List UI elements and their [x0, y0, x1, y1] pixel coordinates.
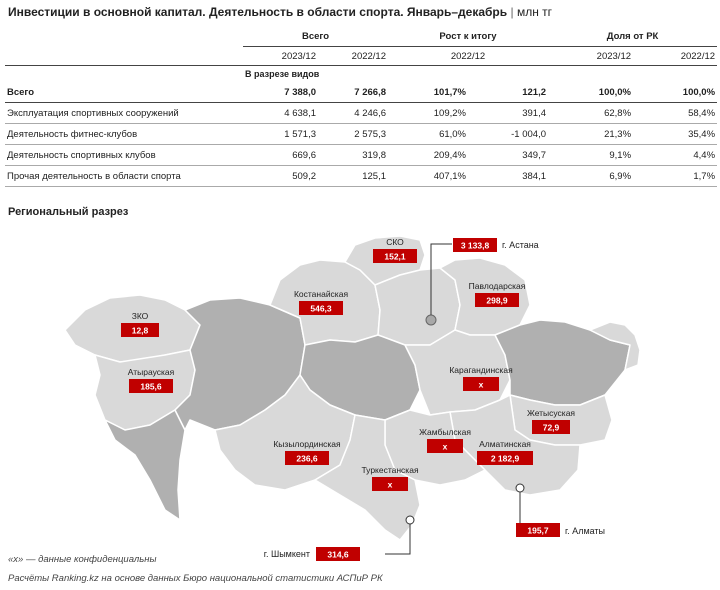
header-total: Всего: [243, 26, 388, 47]
row-name: Эксплуатация спортивных сооружений: [5, 103, 243, 124]
row-growth-abs: 391,4: [468, 103, 548, 124]
page-title: [8, 5, 552, 19]
header-growth: Рост к итогу: [388, 26, 548, 47]
sub-header-share-2023: 2023/12: [548, 47, 633, 66]
sub-header-total-2023: 2023/12: [243, 47, 318, 66]
total-growth-pct: 101,7%: [388, 82, 468, 103]
region-value-label: 2 182,9: [490, 453, 520, 464]
region-name-label: Павлодарская: [468, 281, 526, 291]
regional-section-title: Региональный разрез: [8, 206, 129, 218]
row-share2022: 58,4%: [633, 103, 717, 124]
confidential-note: «x» — данные конфиденциальны: [8, 554, 157, 565]
row-name: Прочая деятельность в области спорта: [5, 166, 243, 187]
region-value-label: 546,3: [310, 303, 332, 314]
region-name-label: Туркестанская: [361, 465, 419, 475]
sub-header-growth-2022: 2022/12: [388, 47, 548, 66]
title-unit: млн тг: [516, 5, 553, 19]
region-name-label: ЗКО: [131, 311, 149, 321]
source-note: Расчёты Ranking.kz на основе данных Бюро национальной статистики АСПиР РК: [8, 573, 383, 584]
header-share: Доля от РК: [548, 26, 717, 47]
region-value-label: 152,1: [384, 251, 406, 262]
region-name-label: СКО: [386, 237, 404, 247]
section-label: В разрезе видов: [245, 69, 320, 79]
row-growth-pct: 209,4%: [388, 145, 468, 166]
row-growth-abs: -1 004,0: [468, 124, 548, 145]
investment-table: [5, 26, 717, 187]
table-row: [5, 124, 717, 145]
total-v2022: 7 266,8: [318, 82, 388, 103]
region-shape-akmola: [375, 268, 460, 345]
region-value-label: x: [387, 479, 393, 490]
region-name-label: Жетысуская: [526, 408, 576, 418]
title-separator: |: [510, 5, 514, 19]
row-v2023: 4 638,1: [243, 103, 318, 124]
row-name: Деятельность спортивных клубов: [5, 145, 243, 166]
row-share2022: 1,7%: [633, 166, 717, 187]
total-v2023: 7 388,0: [243, 82, 318, 103]
region-value-label: x: [478, 379, 484, 390]
astana-marker: [426, 315, 436, 325]
row-v2022: 2 575,3: [318, 124, 388, 145]
region-name-label: Алматинская: [479, 439, 531, 449]
row-v2022: 125,1: [318, 166, 388, 187]
row-v2023: 1 571,3: [243, 124, 318, 145]
row-growth-abs: 384,1: [468, 166, 548, 187]
city-value-label: 3 133,8: [460, 240, 490, 251]
row-v2022: 4 246,6: [318, 103, 388, 124]
total-share2022: 100,0%: [633, 82, 717, 103]
shymkent-marker: [406, 516, 414, 524]
city-name-label: г. Алматы: [565, 526, 606, 536]
region-shape-mangystau: [105, 410, 185, 520]
region-name-label: Костанайская: [293, 289, 349, 299]
row-growth-pct: 61,0%: [388, 124, 468, 145]
row-share2023: 6,9%: [548, 166, 633, 187]
row-share2023: 62,8%: [548, 103, 633, 124]
total-growth-abs: 121,2: [468, 82, 548, 103]
table-sub-header-row: [5, 47, 717, 66]
sub-header-share-2022: 2022/12: [633, 47, 717, 66]
city-value-label: 195,7: [527, 525, 549, 536]
region-name-label: Атырауская: [127, 367, 175, 377]
row-growth-abs: 349,7: [468, 145, 548, 166]
row-share2022: 4,4%: [633, 145, 717, 166]
sub-header-total-2022: 2022/12: [318, 47, 388, 66]
region-value-label: 298,9: [486, 295, 508, 306]
row-name: Деятельность фитнес-клубов: [5, 124, 243, 145]
row-v2022: 319,8: [318, 145, 388, 166]
row-share2022: 35,4%: [633, 124, 717, 145]
row-growth-pct: 109,2%: [388, 103, 468, 124]
region-name-label: Жамбылская: [419, 427, 471, 437]
row-share2023: 21,3%: [548, 124, 633, 145]
row-v2023: 509,2: [243, 166, 318, 187]
city-name-label: г. Шымкент: [263, 549, 310, 559]
region-value-label: 72,9: [542, 422, 560, 433]
region-value-label: 12,8: [131, 325, 149, 336]
table-total-row: [5, 82, 717, 103]
total-name: Всего: [5, 82, 243, 103]
city-value-label: 314,6: [327, 549, 349, 560]
section-row: [5, 66, 717, 83]
table-group-header-row: [5, 26, 717, 47]
region-value-label: 185,6: [140, 381, 162, 392]
total-share2023: 100,0%: [548, 82, 633, 103]
region-name-label: Кызылординская: [273, 439, 341, 449]
row-growth-pct: 407,1%: [388, 166, 468, 187]
title-main: Инвестиции в основной капитал. Деятельность в области спорта. Январь–декабрь: [8, 5, 508, 19]
table-row: [5, 166, 717, 187]
region-value-label: 236,6: [296, 453, 318, 464]
table-row: [5, 103, 717, 124]
almaty-marker: [516, 484, 524, 492]
region-name-label: Карагандинская: [449, 365, 513, 375]
city-name-label: г. Астана: [502, 240, 539, 250]
row-share2023: 9,1%: [548, 145, 633, 166]
region-value-label: x: [442, 441, 448, 452]
row-v2023: 669,6: [243, 145, 318, 166]
table-row: [5, 145, 717, 166]
